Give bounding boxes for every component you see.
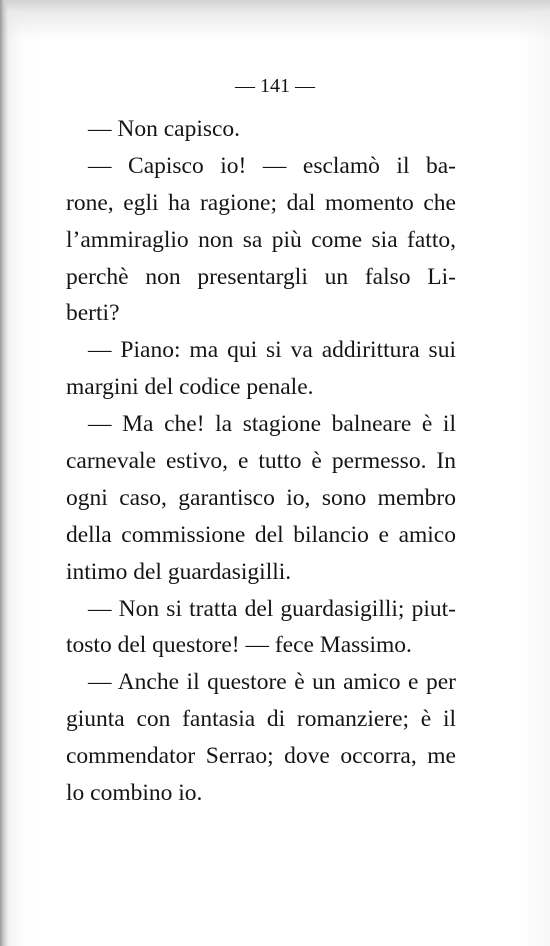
text-line: intimo del guardasigilli. <box>66 558 292 585</box>
text-line: — Anche il questore è un amico e per <box>88 669 456 696</box>
page-binding-edge <box>0 0 8 946</box>
text-line: lo combino io. <box>66 780 203 807</box>
text-line: ogni caso, garantisco io, sono membro <box>66 484 456 511</box>
text-line: carnevale estivo, e tutto è permesso. In <box>66 448 456 475</box>
text-line: commendator Serrao; dove occorra, me <box>66 743 456 770</box>
text-line: tosto del questore! — fece Massimo. <box>66 632 412 659</box>
page-top-shadow <box>0 0 550 40</box>
text-line: — Non si tratta del guardasigilli; piut- <box>88 595 456 622</box>
text-line: rone, egli ha ragione; dal momento che <box>66 189 456 216</box>
text-line: berti? <box>66 300 120 327</box>
text-line: l’ammiraglio non sa più come sia fatto, <box>66 226 456 253</box>
text-line: — Ma che! la stagione balneare è il <box>88 411 456 438</box>
page-number: — 141 — <box>235 75 315 97</box>
text-line: — Capisco io! — esclamò il ba- <box>88 152 456 179</box>
text-line: giunta con fantasia di romanziere; è il <box>66 706 456 733</box>
text-line: perchè non presentargli un falso Li- <box>66 263 456 290</box>
text-line: margini del codice penale. <box>66 374 314 401</box>
body-text <box>66 111 456 812</box>
text-line: della commissione del bilancio e amico <box>66 521 456 548</box>
text-line: — Non capisco. <box>88 116 241 142</box>
text-line: — Piano: ma qui si va addirittura sui <box>88 337 456 364</box>
